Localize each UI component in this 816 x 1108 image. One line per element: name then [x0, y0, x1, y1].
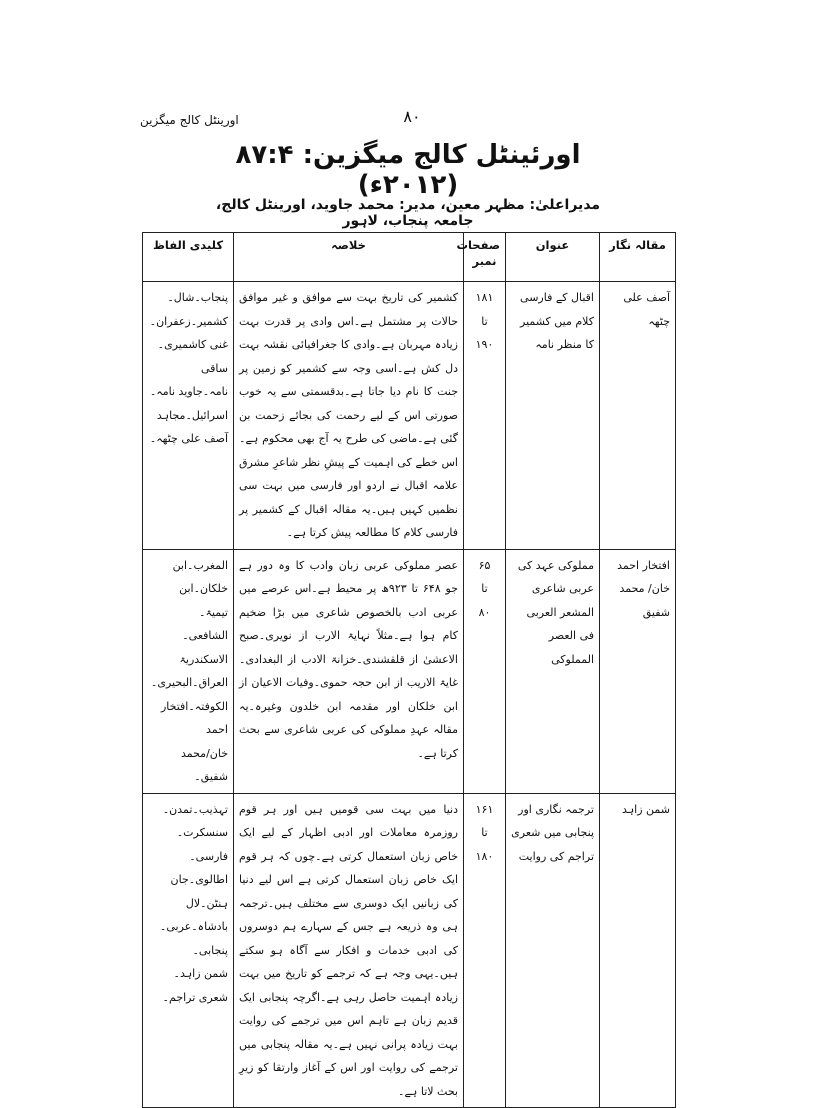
keyword-line: غنی کاشمیری۔ساقی	[157, 338, 228, 375]
keyword-line: کشمیر۔زعفران۔	[149, 314, 228, 328]
author-cell: آصف علی چٹھہ	[600, 282, 676, 550]
abstract-cell: کشمیر کی تاریخ بہت سے موافق و غیر موافق حالات پر مشتمل ہے۔اس وادی پر قدرت بہت زیادہ مہربان ہے۔وادی کا جغرافیائی نقشہ بہت دل کش ہے۔اسی وجہ سے کشمیر کو زمین پر جنت کا نام دیا جاتا ہے۔بدقسمتی سے یہ خوب صورتی اس کے لیے رحمت کی بجائے زحمت بن گئی ہے۔ماضی کی طرح یہ آج بھی محکوم ہے۔اس خطے کی اہمیت کے پیشِ نظر شاعرِ مشرق علامہ اقبال نے اردو اور فارسی میں بہت سی نظمیں کہیں ہیں۔یہ مقالہ اقبال کے کشمیر پر فارسی کلام کا مطالعہ پیش کرتا ہے۔	[234, 282, 464, 550]
abstracts-table	[142, 232, 676, 1108]
keywords-cell	[143, 793, 234, 1108]
header-pages: صفحات نمبر	[464, 233, 506, 282]
abstract-cell: عصر مملوکی عربی زبان وادب کا وہ دور ہے جو ۶۴۸ تا ۹۲۳ھ پر محیط ہے۔اس عرصے میں عربی ادب بالخصوص شاعری میں بڑا ضخیم کام ہوا ہے۔مثلاً نہایۃ الارب از نویری۔صبح الاعشیٰ از قلقشندی۔خزانۃ الادب از البغدادی۔غایۃ الاریب از ابن حجہ حموی۔وفیات الاعیان از ابن خلکان اور مقدمہ ابن خلدون وغیرہ۔یہ مقالہ عہدِ مملوکی کی عربی شاعری سے بحث کرتا ہے۔	[234, 549, 464, 793]
keyword-line: شعری تراجم۔	[162, 990, 228, 1004]
keyword-line: پنجاب۔شال۔	[167, 291, 228, 304]
page-start: ۱۸۱	[475, 291, 494, 304]
table-row	[143, 282, 676, 550]
keyword-line: خان/محمد شفیق۔	[180, 746, 228, 783]
keyword-line: پنجابی۔	[192, 943, 228, 957]
keyword-line: نامہ۔جاوید نامہ۔	[149, 385, 228, 398]
title-cell: مملوکی عہد کی عربی شاعری المشعر العربی فی العصر المملوکی	[506, 549, 600, 793]
page-start: ۱۶۱	[475, 802, 494, 816]
editors-line: مدیراعلیٰ: مظہر معین، مدیر: محمد جاوید، اورینٹل کالج، جامعہ پنجاب، لاہور	[215, 197, 601, 229]
keyword-line: الشافعی۔الاسکندریۃ	[179, 629, 228, 666]
table-row	[143, 793, 676, 1108]
table-row	[143, 549, 676, 793]
keyword-line: اسرائیل۔مجاہد	[156, 408, 228, 422]
page-to: تا	[481, 314, 488, 328]
keyword-line: آصف علی چٹھہ۔	[149, 432, 228, 445]
keyword-line: ہنٹن۔لال	[185, 896, 228, 910]
title-cell: ترجمہ نگاری اور پنجابی میں شعری تراجم کی روایت	[506, 793, 600, 1108]
pages-cell	[464, 793, 506, 1108]
pages-cell	[464, 549, 506, 793]
keyword-line: شمن زاہد۔	[173, 967, 228, 980]
table-header-row	[143, 233, 676, 282]
keyword-line: الکوفتہ۔افتخار احمد	[160, 699, 228, 736]
keyword-line: العراق۔البحیری۔	[150, 676, 228, 689]
page-end: ۱۹۰	[475, 338, 494, 351]
keyword-line: اطالوی۔جان	[170, 873, 228, 886]
author-cell: افتخار احمد خان/ محمد شفیق	[600, 549, 676, 793]
keyword-line: بادشاہ۔عربی۔	[159, 920, 228, 933]
keyword-line: المغرب۔ابن	[172, 558, 228, 572]
keyword-line: سنسکرت۔فارسی۔	[176, 826, 228, 863]
header-author: مقالہ نگار	[600, 233, 676, 282]
page-to: تا	[481, 826, 488, 839]
keyword-line: خلکان۔ابن تیمیۃ۔	[179, 582, 228, 619]
page-start: ۶۵	[478, 558, 491, 572]
abstract-cell: دنیا میں بہت سی قومیں ہیں اور ہر قوم روزمرہ معاملات اور ادبی اظہار کے لیے ایک خاص زبان استعمال کرتی ہے۔چوں کہ ہر قوم ایک خاص زبان استعمال کرتی ہے اس لیے دنیا کی زبانیں ایک دوسری سے مختلف ہیں۔ترجمہ ہی وہ ذریعہ ہے جس کے سہارے ہم دوسروں کی ادبی خدمات و افکار سے آگاہ ہو سکتے ہیں۔یہی وجہ ہے کہ ترجمے کو تاریخ میں بہت زیادہ اہمیت حاصل رہی ہے۔اگرچہ پنجابی ایک قدیم زبان ہے تاہم اس میں ترجمے کی روایت بہت زیادہ پرانی نہیں ہے۔یہ مقالہ پنجابی میں ترجمے کی روایت اور اس کے آغاز وارتقا کو زیرِ بحث لاتا ہے۔	[234, 793, 464, 1108]
page-end: ۸۰	[478, 605, 491, 619]
pages-cell	[464, 282, 506, 550]
journal-title: اورئینٹل کالج میگزین: ۸۷:۴ (۲۰۱۲ء)	[235, 140, 581, 200]
keyword-line: تہذیب۔تمدن۔	[162, 802, 228, 816]
page-to: تا	[481, 582, 488, 595]
page-end: ۱۸۰	[475, 849, 494, 863]
header-title: عنوان	[506, 233, 600, 282]
header-keywords: کلیدی الفاظ	[143, 233, 234, 282]
header-abstract: خلاصہ	[234, 233, 464, 282]
keywords-cell	[143, 282, 234, 550]
running-head: اورینٹل کالج میگزین	[140, 113, 239, 127]
page-number: ۸۰	[403, 107, 421, 126]
keywords-cell	[143, 549, 234, 793]
author-cell: شمن زاہد	[600, 793, 676, 1108]
title-cell: اقبال کے فارسی کلام میں کشمیر کا منظر نامہ	[506, 282, 600, 550]
